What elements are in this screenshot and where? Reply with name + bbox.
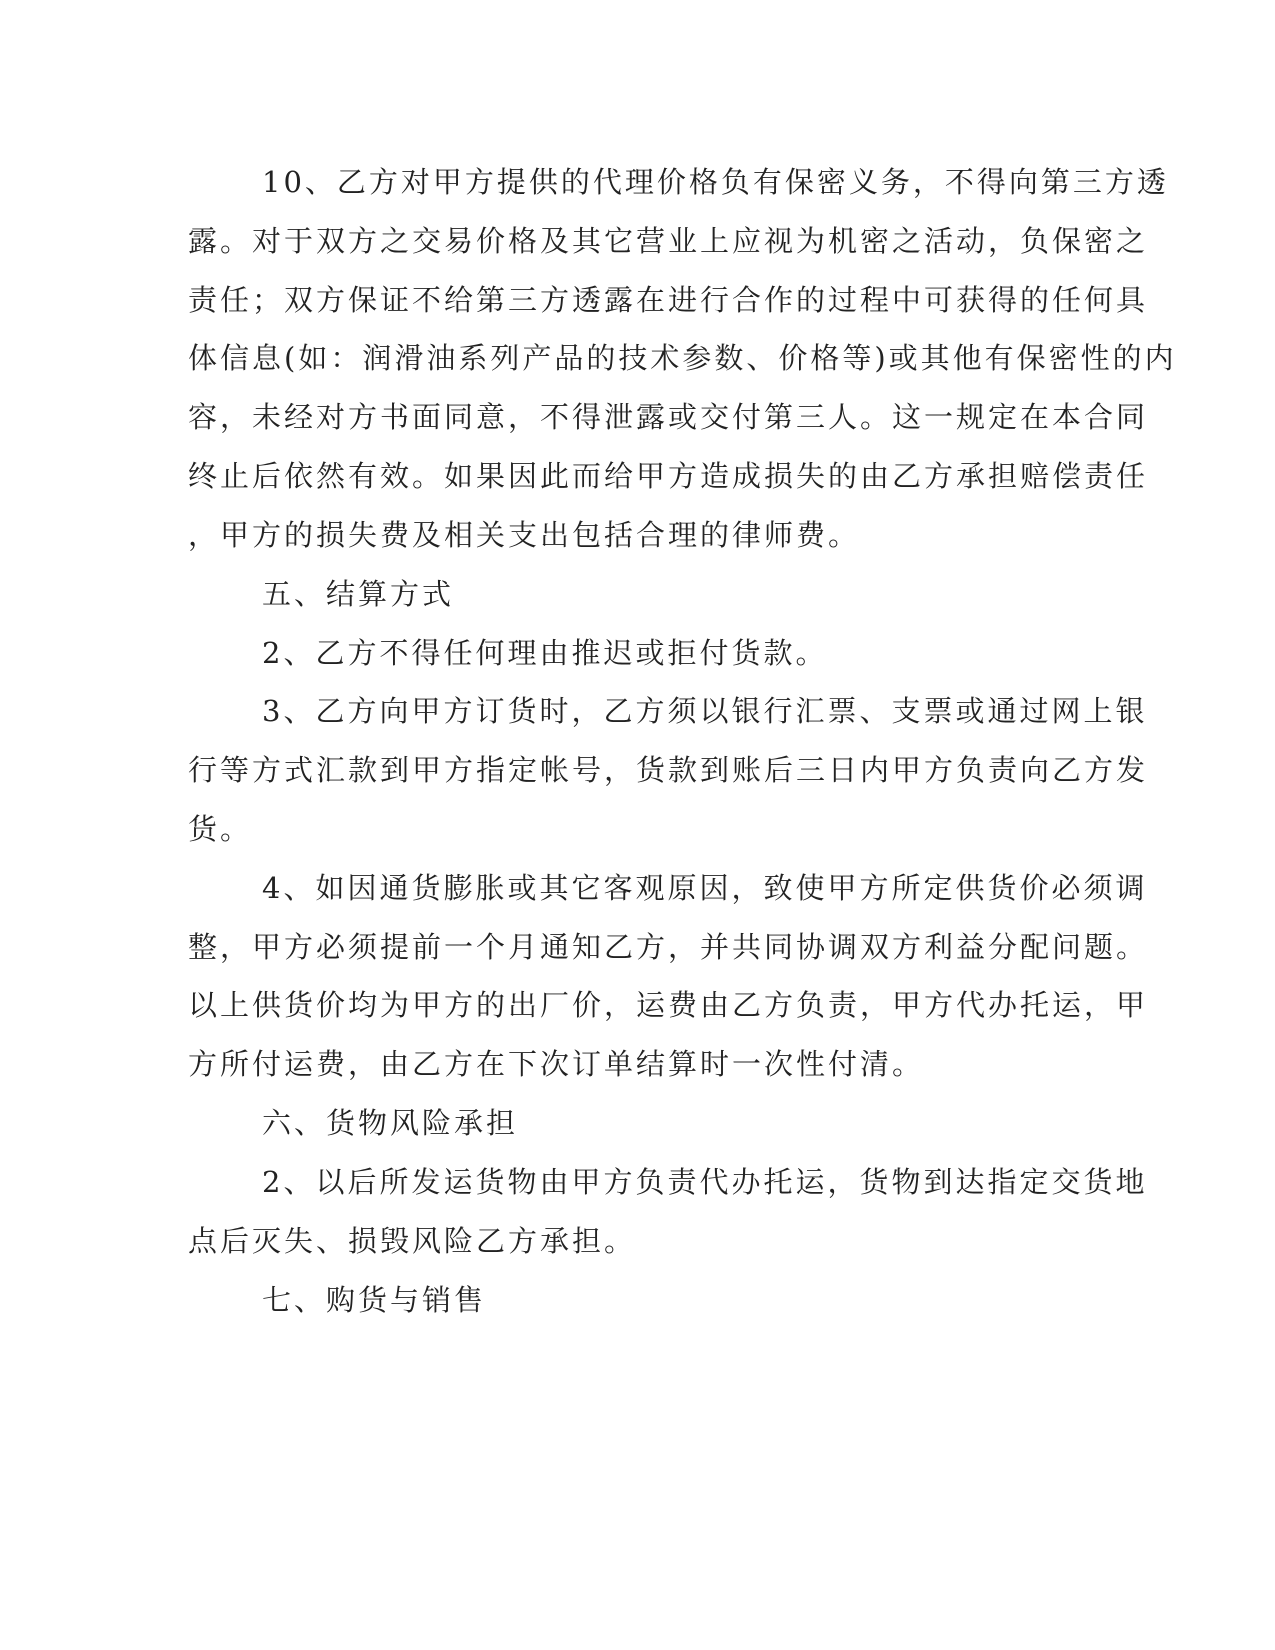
clause-5-4-line-2: 整，甲方必须提前一个月通知乙方，并共同协调双方利益分配问题。 bbox=[188, 930, 1149, 964]
clause-10-line-5: 容，未经对方书面同意，不得泄露或交付第三人。这一规定在本合同 bbox=[188, 400, 1149, 434]
clause-5-4-line-1: 4、如因通货膨胀或其它客观原因，致使甲方所定供货价必须调 bbox=[262, 871, 1148, 905]
clause-10-line-2: 露。对于双方之交易价格及其它营业上应视为机密之活动，负保密之 bbox=[188, 224, 1149, 258]
clause-10-line-1: 10、乙方对甲方提供的代理价格负有保密义务，不得向第三方透 bbox=[262, 165, 1169, 199]
section-heading-goods-risk: 六、货物风险承担 bbox=[262, 1106, 519, 1140]
section-heading-purchase-sales: 七、购货与销售 bbox=[262, 1283, 487, 1317]
clause-6-2-line-2: 点后灭失、损毁风险乙方承担。 bbox=[188, 1224, 637, 1258]
clause-10-line-7: ，甲方的损失费及相关支出包括合理的律师费。 bbox=[188, 518, 861, 552]
clause-5-4-line-3: 以上供货价均为甲方的出厂价，运费由乙方负责，甲方代办托运，甲 bbox=[188, 988, 1149, 1022]
clause-5-3-line-1: 3、乙方向甲方订货时，乙方须以银行汇票、支票或通过网上银 bbox=[262, 694, 1148, 728]
clause-5-3-line-3: 货。 bbox=[188, 812, 253, 846]
section-heading-settlement: 五、结算方式 bbox=[262, 577, 455, 611]
clause-10-line-6: 终止后依然有效。如果因此而给甲方造成损失的由乙方承担赔偿责任 bbox=[188, 459, 1149, 493]
clause-10-line-4: 体信息(如：润滑油系列产品的技术参数、价格等)或其他有保密性的内 bbox=[188, 341, 1177, 375]
clause-5-3-line-2: 行等方式汇款到甲方指定帐号，货款到账后三日内甲方负责向乙方发 bbox=[188, 753, 1149, 787]
clause-5-4-line-4: 方所付运费，由乙方在下次订单结算时一次性付清。 bbox=[188, 1047, 925, 1081]
clause-6-2-line-1: 2、以后所发运货物由甲方负责代办托运，货物到达指定交货地 bbox=[262, 1165, 1148, 1199]
clause-10-line-3: 责任；双方保证不给第三方透露在进行合作的过程中可获得的任何具 bbox=[188, 283, 1149, 317]
clause-5-2-line-1: 2、乙方不得任何理由推迟或拒付货款。 bbox=[262, 636, 828, 670]
